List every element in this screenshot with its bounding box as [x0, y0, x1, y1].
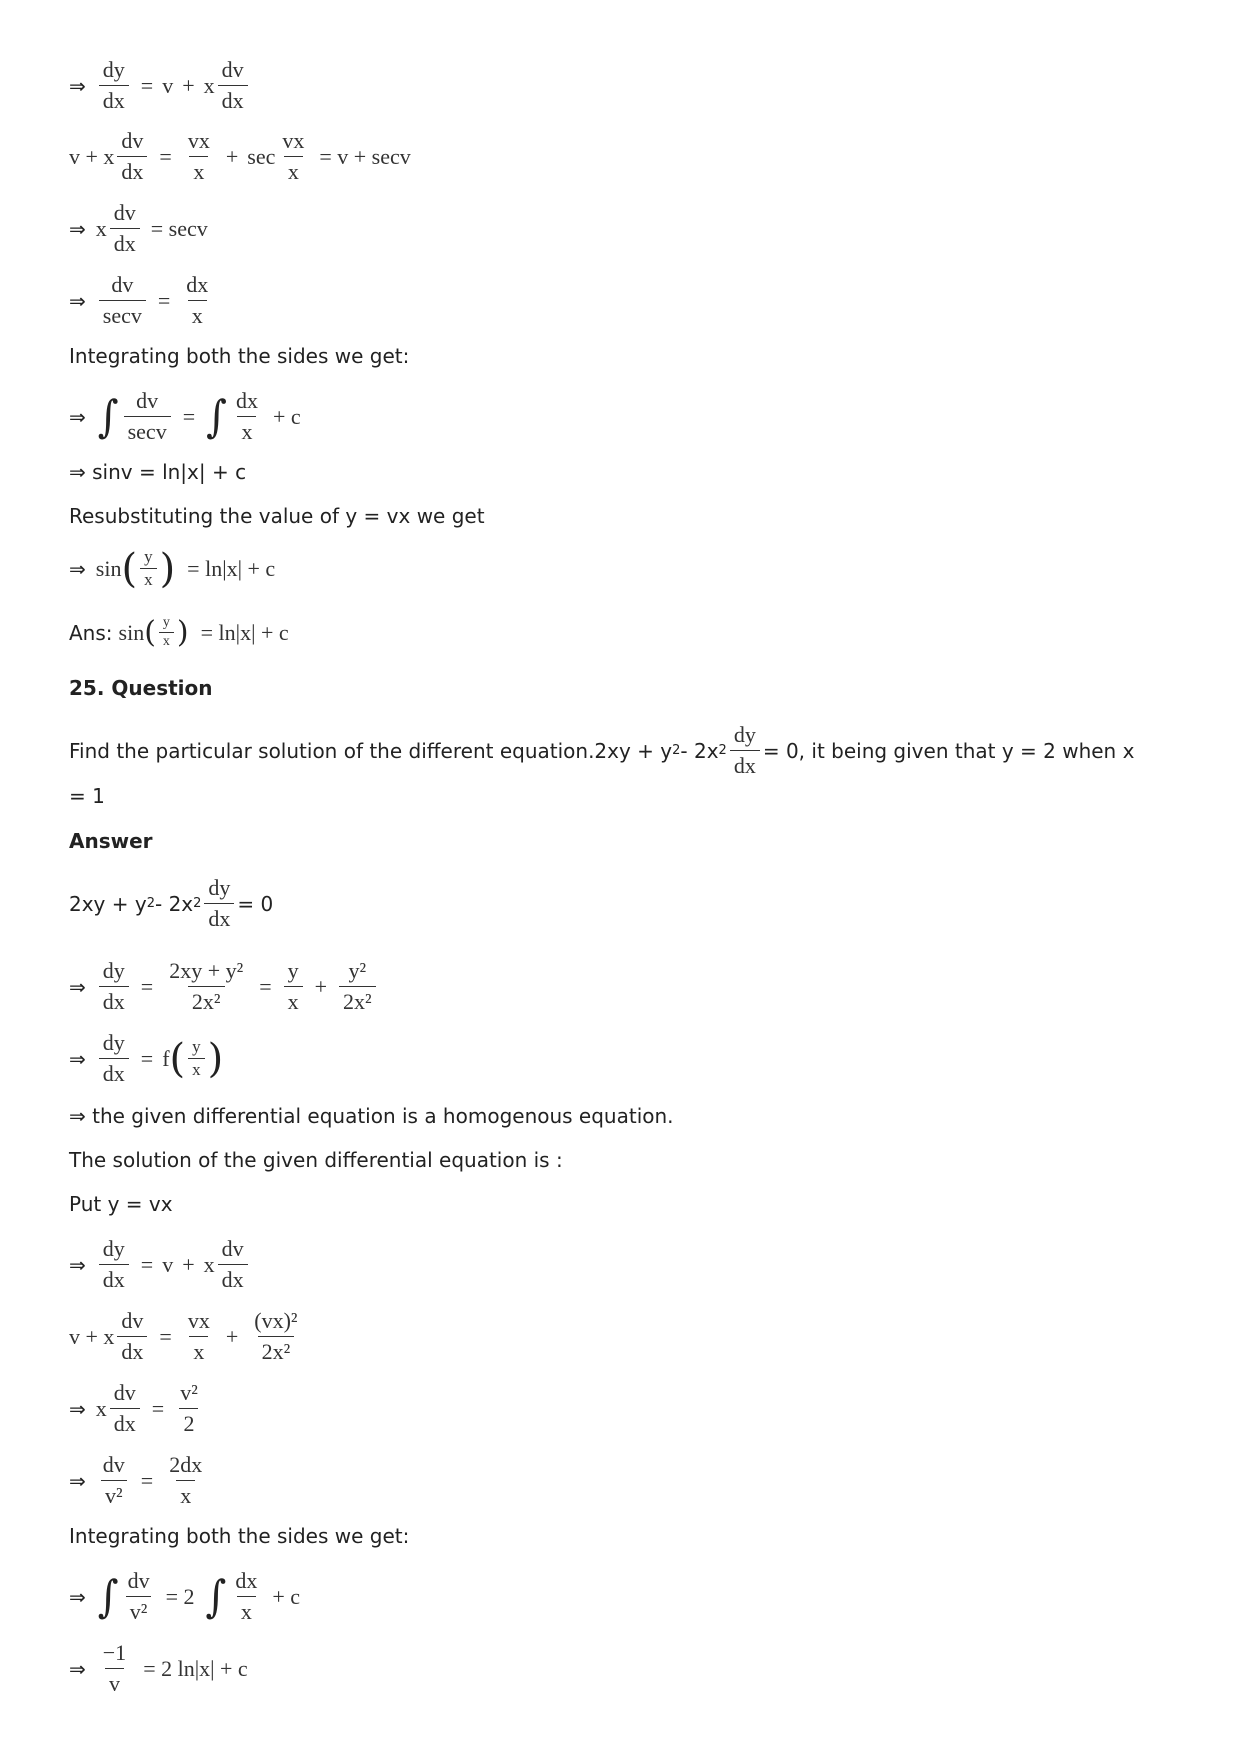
- fraction: $\frac{dy}{dx}$: [99, 57, 129, 114]
- fraction: $\frac{2dx}{x}$: [169, 1452, 203, 1508]
- equation-line: ⇒ x $\frac{dv}{dx}$ = $\frac{\text{v²}}{2}$: [69, 1380, 205, 1437]
- fraction: $\frac{\text{v²}}{2}$: [180, 1380, 198, 1436]
- equation-line: ⇒ $\frac{dy}{dx}$ = v + x $\frac{dv}{dx}$: [69, 57, 251, 114]
- fraction: $\frac{dx}{x}$: [235, 1568, 258, 1624]
- fraction: $\frac{dv}{\sec v}$: [124, 388, 171, 445]
- text-line: The solution of the given differential equation is :: [69, 1148, 563, 1172]
- text-line: Resubstituting the value of y = vx we get: [69, 504, 485, 528]
- text-line: Integrating both the sides we get:: [69, 1524, 410, 1548]
- fraction: $\frac{dy}{dx}$: [204, 875, 234, 932]
- fraction: $\frac{y}{x}$: [284, 958, 303, 1015]
- equation-line: 2xy + y 2 - 2x 2 $\frac{dy}{dx}$ = 0: [69, 875, 274, 931]
- fraction: $\frac{-1}{v}$: [102, 1640, 127, 1696]
- question-text: = 1: [69, 784, 105, 808]
- fraction: $\frac{dx}{x}$: [235, 388, 258, 444]
- fraction: $\frac{vx}{x}$: [282, 128, 305, 184]
- equation-line: ⇒ ∫ $\frac{dv}{\text{v²}}$ = 2 ∫ $\frac{dx}{x}$ + c: [69, 1568, 301, 1624]
- fraction: $\frac{dv}{\text{v²}}$: [127, 1568, 150, 1624]
- question-text: Find the particular solution of the different equation.2xy + y 2 - 2x 2 $\frac{dy}{dx}$ = 0, it being given that y = 2 when x: [69, 722, 1135, 778]
- text-line: Integrating both the sides we get:: [69, 344, 410, 368]
- integral-sign: ∫: [206, 391, 227, 442]
- fraction: $\frac{\text{y²}}{\text{2x²}}$: [339, 958, 376, 1015]
- equation-line: ⇒ $\frac{dy}{dx}$ = v + x $\frac{dv}{dx}$: [69, 1236, 251, 1293]
- equation-line: ⇒ $\frac{dv}{\text{v²}}$ = $\frac{2dx}{x}$: [69, 1452, 209, 1509]
- fraction: $\frac{dy}{dx}$: [730, 722, 760, 779]
- equation-line: ⇒ $\frac{-1}{v}$ = 2 ln|x| + c: [69, 1640, 248, 1696]
- text-line: Put y = vx: [69, 1192, 173, 1216]
- equation-line: v + x $\frac{dv}{dx}$ = $\frac{vx}{x}$ + sec $\frac{vx}{x}$ = v + secv: [69, 128, 411, 184]
- equation-line: ⇒ $\frac{dy}{dx}$ = f ( $\frac{y}{x}$ ): [69, 1030, 224, 1086]
- fraction: $\frac{dv}{dx}$: [110, 200, 140, 257]
- implies-symbol: ⇒: [69, 73, 86, 98]
- answer-line: Ans: sin ( $\frac{y}{x}$ ) = ln|x| + c: [69, 614, 289, 650]
- fraction: $\frac{dx}{x}$: [186, 272, 209, 328]
- fraction: $\frac{\text{2xy + y²}}{\text{2x²}}$: [169, 958, 244, 1014]
- integral-sign: ∫: [97, 1571, 119, 1622]
- equation-line: v + x $\frac{dv}{dx}$ = $\frac{vx}{x}$ + $\frac{\text{(vx)²}}{\text{2x²}}$: [69, 1308, 305, 1365]
- question-heading: 25. Question: [69, 676, 213, 700]
- equation-line: ⇒ x $\frac{dv}{dx}$ = secv: [69, 200, 208, 256]
- answer-heading: Answer: [69, 829, 153, 853]
- equation-line: ⇒ ∫ $\frac{dv}{\sec v}$ = ∫ $\frac{dx}{x}$ + c: [69, 388, 301, 444]
- equation-line: ⇒ $\frac{dv}{\sec v}$ = $\frac{dx}{x}$: [69, 272, 215, 329]
- fraction: $\frac{dv}{dx}$: [110, 1380, 140, 1437]
- equation-line: ⇒ $\frac{dy}{dx}$ = $\frac{\text{2xy + y²}}{\text{2x²}}$ = $\frac{y}{x}$ + $\frac{\text{y²}}{\text{2x²}}$: [69, 958, 379, 1015]
- fraction: $\frac{y}{x}$: [159, 616, 174, 649]
- fraction: $\frac{dy}{dx}$: [99, 1030, 129, 1087]
- text-line: ⇒ the given differential equation is a homogenous equation.: [69, 1104, 674, 1128]
- fraction: $\frac{dv}{dx}$: [218, 1236, 248, 1293]
- fraction: $\frac{y}{x}$: [188, 1038, 205, 1079]
- fraction: $\frac{y}{x}$: [140, 548, 157, 589]
- fraction: $\frac{dv}{dx}$: [117, 128, 147, 185]
- fraction: $\frac{dy}{dx}$: [99, 958, 129, 1015]
- integral-sign: ∫: [97, 391, 119, 442]
- fraction: $\frac{dv}{dx}$: [117, 1308, 147, 1365]
- equation-line: ⇒ sin ( $\frac{y}{x}$ ) = ln|x| + c: [69, 545, 276, 592]
- fraction: $\frac{dv}{\text{v²}}$: [102, 1452, 125, 1508]
- fraction: $\frac{vx}{x}$: [187, 128, 210, 184]
- text-line: ⇒ sinv = ln|x| + c: [69, 460, 247, 484]
- fraction: $\frac{vx}{x}$: [187, 1308, 210, 1364]
- fraction: $\frac{\text{(vx)²}}{\text{2x²}}$: [254, 1308, 298, 1364]
- fraction: $\frac{dv}{dx}$: [218, 57, 248, 114]
- integral-sign: ∫: [205, 1571, 227, 1622]
- fraction: $\frac{dv}{\sec v}$: [99, 272, 146, 329]
- fraction: $\frac{dy}{dx}$: [99, 1236, 129, 1293]
